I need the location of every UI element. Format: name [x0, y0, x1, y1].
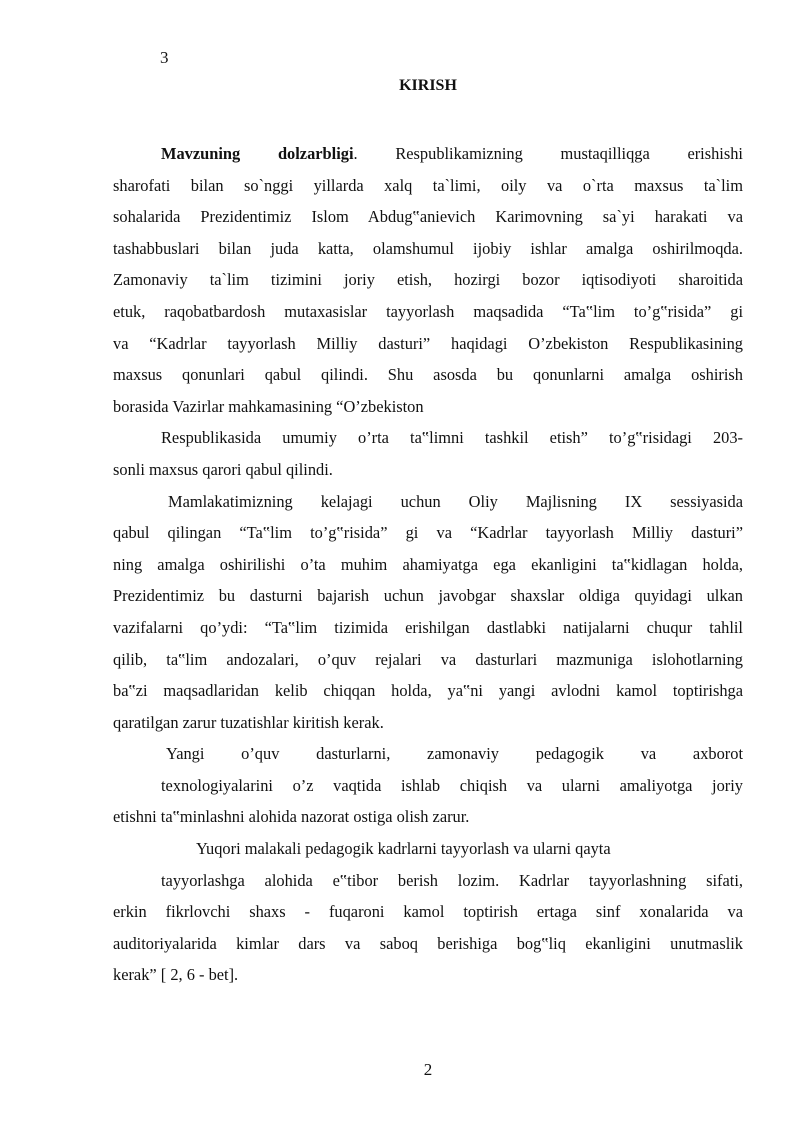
lead-heading: Mavzuning dolzarbligi	[161, 144, 354, 163]
text-line: ning amalga oshirilishi o’ta muhim ahamiyatga ega ekanligini ta‟kidlagan holda,	[113, 554, 743, 574]
document-body	[113, 138, 743, 991]
page-title: KIRISH	[399, 77, 457, 94]
text-line: Prezidentimiz bu dasturni bajarish uchun javobgar shaxslar oldiga quyidagi ulkan	[113, 586, 743, 606]
text-line: Yangi o’quv dasturlarni, zamonaviy pedagogik va axborot	[166, 744, 743, 764]
text-line: sohalarida Prezidentimiz Islom Abdug‟anievich Karimovning sa`yi harakati va	[113, 207, 743, 227]
text-line: etuk, raqobatbardosh mutaxasislar tayyorlash maqsadida “Ta‟lim to’g‟risida” gi	[113, 301, 743, 321]
text-line: auditoriyalarida kimlar dars va saboq berishiga bog‟liq ekanligini unutmaslik	[113, 933, 743, 953]
page-number-bottom: 2	[423, 1060, 433, 1079]
page-number-top: 3	[160, 48, 169, 67]
text-line: texnologiyalarini o’z vaqtida ishlab chiqish va ularni amaliyotga joriy	[161, 775, 743, 795]
text-line: tayyorlashga alohida e‟tibor berish lozim. Kadrlar tayyorlashning sifati,	[161, 870, 743, 890]
text-line: Zamonaviy ta`lim tizimini joriy etish, hozirgi bozor iqtisodiyoti sharoitida	[113, 270, 743, 290]
text-line: kerak” [ 2, 6 - bet].	[113, 965, 239, 985]
text-line: tashabbuslari bilan juda katta, olamshumul ijobiy ishlar amalga oshirilmoqda.	[113, 238, 743, 258]
text-line: Respublikasida umumiy o’rta ta‟limni tashkil etish” to’g‟risidagi 203-	[161, 428, 743, 448]
text-line: va “Kadrlar tayyorlash Milliy dasturi” haqidagi O’zbekiston Respublikasining	[113, 333, 743, 353]
text-line: Mamlakatimizning kelajagi uchun Oliy Majlisning IX sessiyasida	[168, 491, 743, 511]
text-line: sharofati bilan so`nggi yillarda xalq ta`limi, oily va o`rta maxsus ta`lim	[113, 175, 743, 195]
text-line: sonli maxsus qarori qabul qilindi.	[113, 459, 333, 479]
text-line: maxsus qonunlari qabul qilindi. Shu asosda bu qonunlarni amalga oshirish	[113, 365, 743, 385]
text-line: borasida Vazirlar mahkamasining “O’zbekiston	[113, 396, 424, 416]
text-line: Mavzuning dolzarbligi. Respublikamizning mustaqilliqga erishishi	[161, 144, 743, 163]
text-line: etishni ta‟minlashni alohida nazorat ostiga olish zarur.	[113, 807, 470, 827]
text-line: qaratilgan zarur tuzatishlar kiritish kerak.	[113, 712, 384, 732]
text-line: qilib, ta‟lim andozalari, o’quv rejalari va dasturlari mazmuniga islohotlarning	[113, 649, 743, 669]
text-line: erkin fikrlovchi shaxs - fuqaroni kamol toptirish ertaga sinf xonalarida va	[113, 902, 743, 922]
text-line: qabul qilingan “Ta‟lim to’g‟risida” gi va “Kadrlar tayyorlash Milliy dasturi”	[113, 523, 743, 543]
text-line: ba‟zi maqsadlaridan kelib chiqqan holda, ya‟ni yangi avlodni kamol toptirishga	[113, 681, 743, 701]
text-line: Yuqori malakali pedagogik kadrlarni tayyorlash va ularni qayta	[196, 839, 611, 859]
text-line: vazifalarni qo’ydi: “Ta‟lim tizimida erishilgan dastlabki natijalarni chuqur tahlil	[113, 617, 743, 637]
